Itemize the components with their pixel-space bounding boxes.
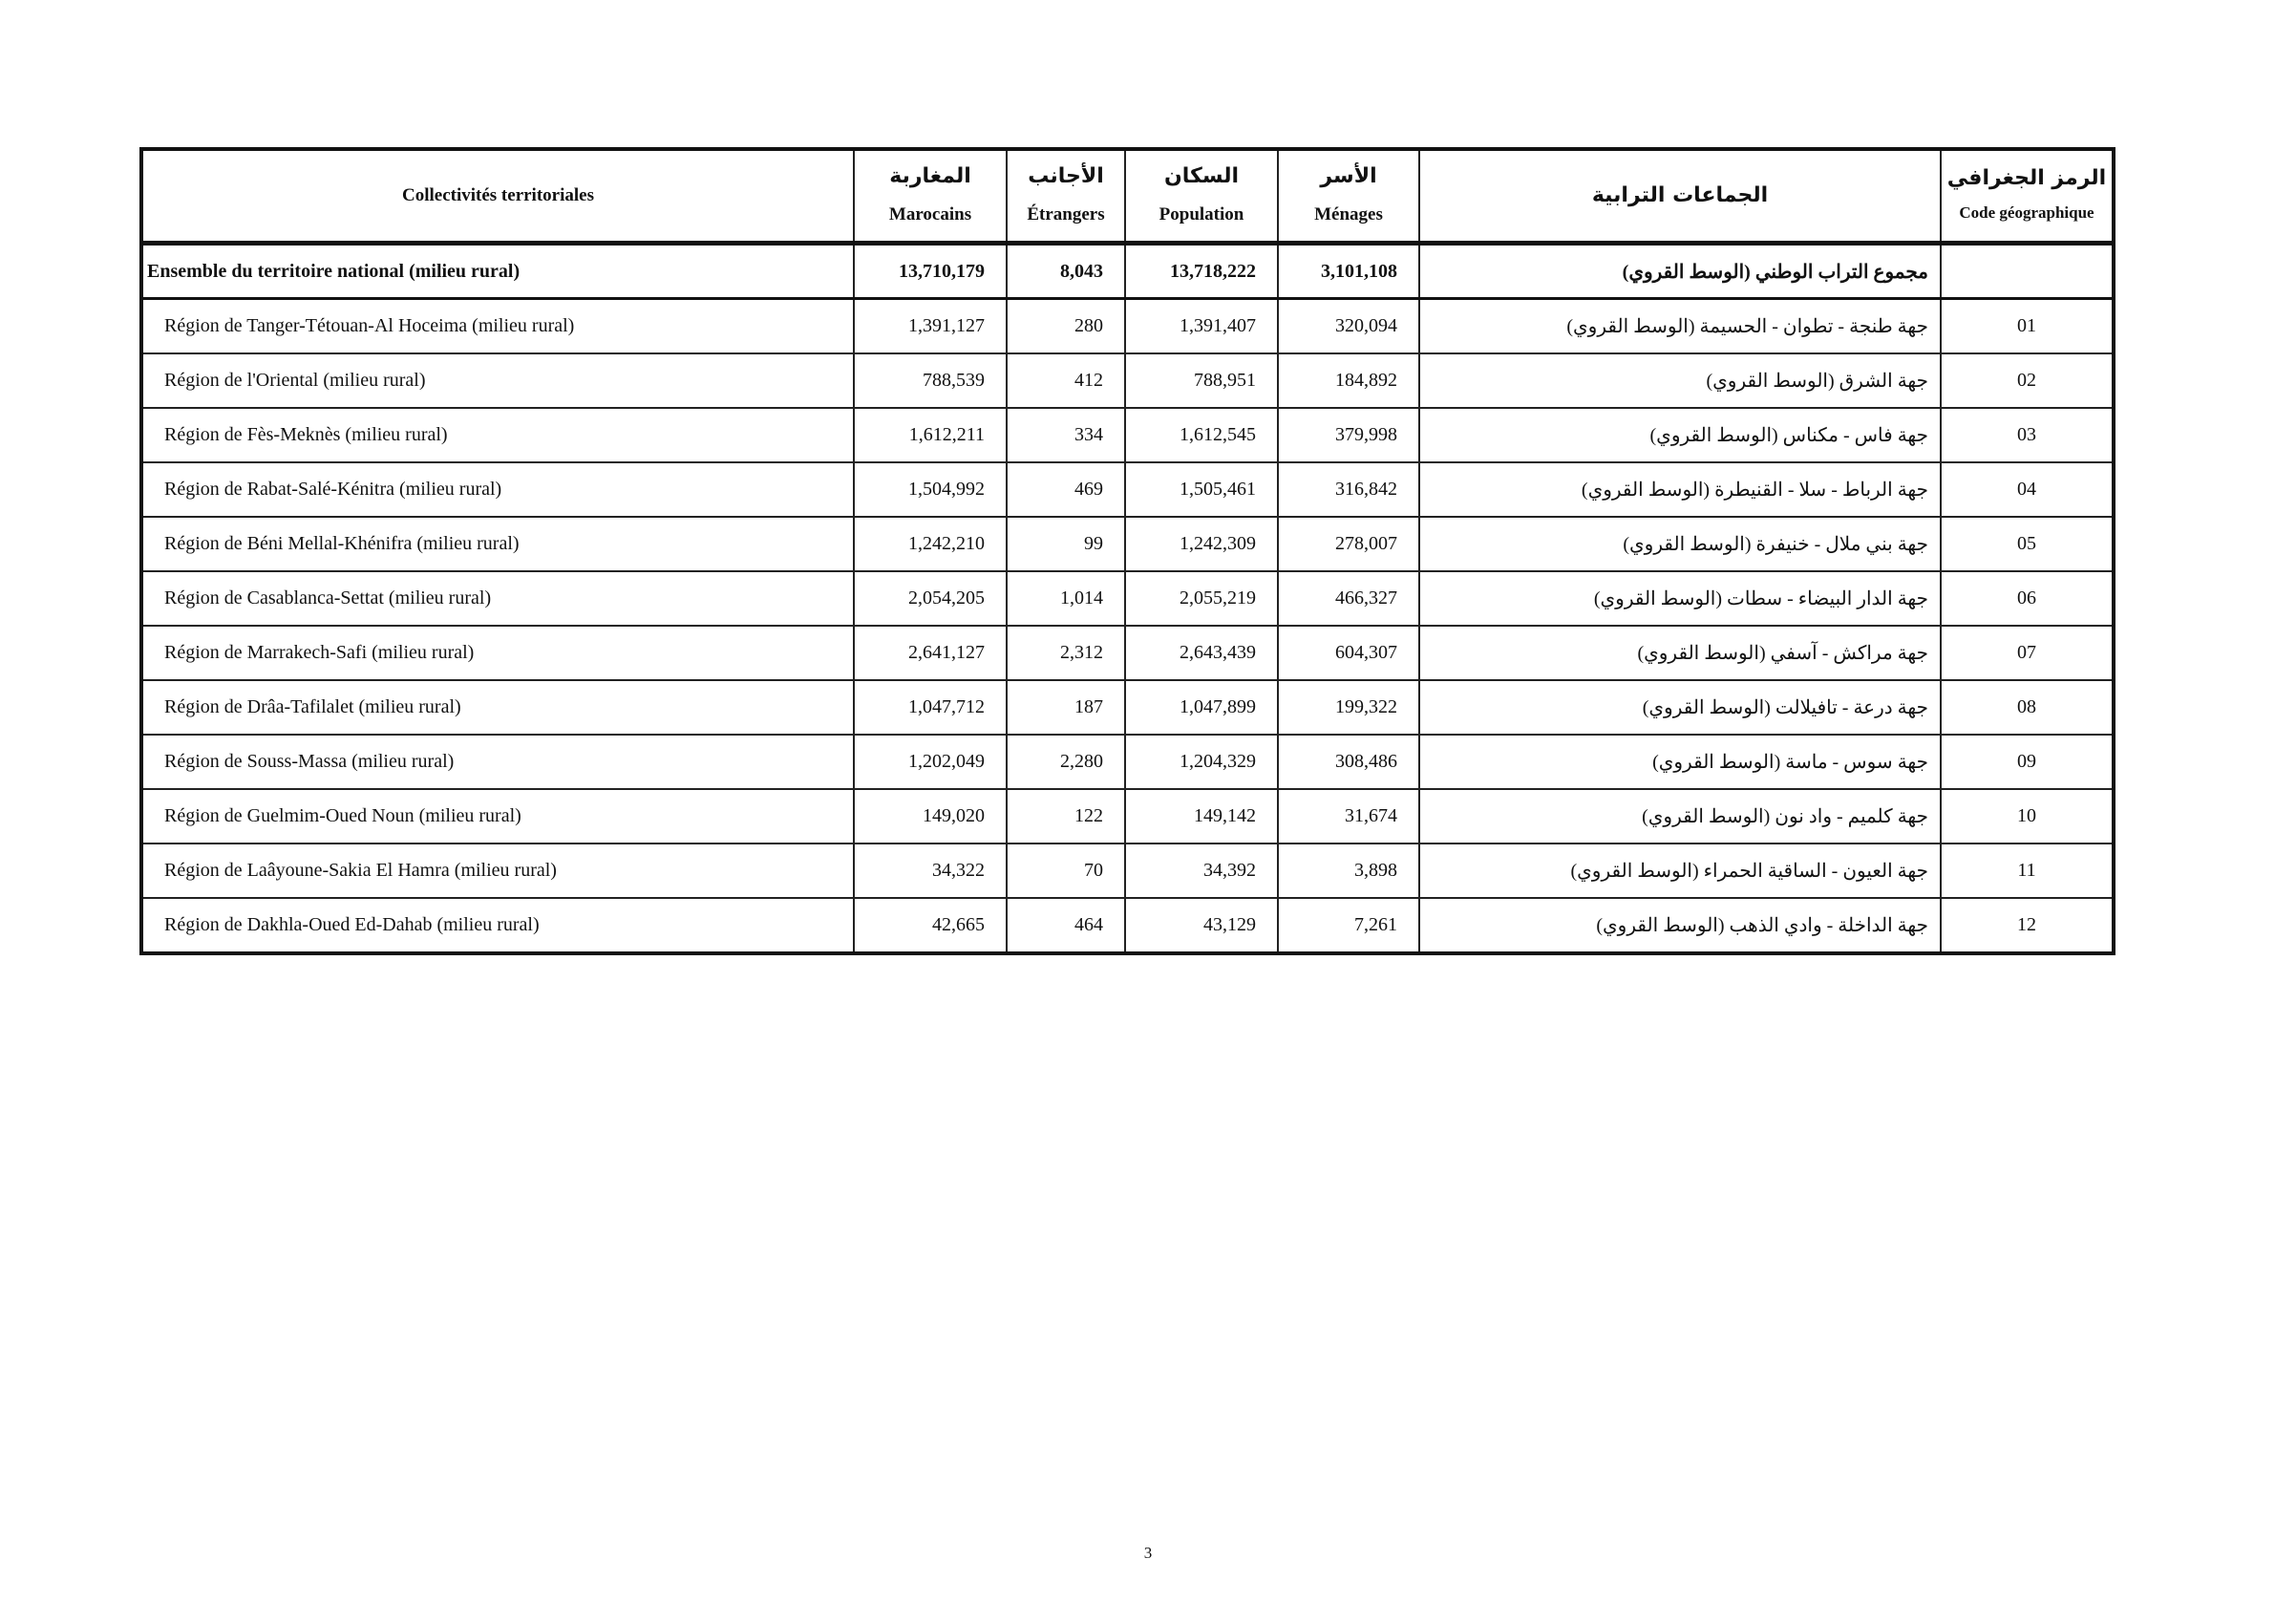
region-etrangers: 2,280 <box>1007 735 1125 789</box>
region-etrangers: 464 <box>1007 898 1125 953</box>
region-code: 03 <box>1941 408 2114 462</box>
header-marocains-ar: المغاربة <box>889 164 971 188</box>
header-jamaat <box>1419 149 1941 244</box>
region-name-fr: Région de Laâyoune-Sakia El Hamra (milieu rural) <box>141 844 854 898</box>
region-menages: 3,898 <box>1278 844 1419 898</box>
region-population: 2,643,439 <box>1125 626 1278 680</box>
region-population: 1,612,545 <box>1125 408 1278 462</box>
region-name-ar: جهة الدار البيضاء - سطات (الوسط القروي) <box>1419 571 1941 626</box>
region-name-fr: Région de l'Oriental (milieu rural) <box>141 353 854 408</box>
total-etrangers: 8,043 <box>1007 244 1125 299</box>
total-name-ar: مجموع التراب الوطني (الوسط القروي) <box>1419 244 1941 299</box>
region-marocains: 149,020 <box>854 789 1007 844</box>
region-etrangers: 70 <box>1007 844 1125 898</box>
region-marocains: 1,242,210 <box>854 517 1007 571</box>
header-etrangers-ar: الأجانب <box>1028 164 1104 188</box>
region-code: 06 <box>1941 571 2114 626</box>
region-name-ar: جهة العيون - الساقية الحمراء (الوسط القروي) <box>1419 844 1941 898</box>
region-menages: 184,892 <box>1278 353 1419 408</box>
region-code: 11 <box>1941 844 2114 898</box>
region-name-fr: Région de Drâa-Tafilalet (milieu rural) <box>141 680 854 735</box>
region-population: 788,951 <box>1125 353 1278 408</box>
region-etrangers: 122 <box>1007 789 1125 844</box>
region-menages: 278,007 <box>1278 517 1419 571</box>
region-population: 1,505,461 <box>1125 462 1278 517</box>
region-code: 08 <box>1941 680 2114 735</box>
header-jamaat-ar: الجماعات الترابية <box>1591 183 1769 207</box>
region-population: 1,047,899 <box>1125 680 1278 735</box>
region-population: 43,129 <box>1125 898 1278 953</box>
region-name-fr: Région de Guelmim-Oued Noun (milieu rural) <box>141 789 854 844</box>
region-menages: 316,842 <box>1278 462 1419 517</box>
table-row <box>141 408 2114 462</box>
table-row <box>141 680 2114 735</box>
header-menages-fr: Ménages <box>1314 204 1383 224</box>
region-marocains: 34,322 <box>854 844 1007 898</box>
region-etrangers: 187 <box>1007 680 1125 735</box>
region-menages: 466,327 <box>1278 571 1419 626</box>
header-code-ar: الرمز الجغرافي <box>1946 166 2107 190</box>
region-code: 02 <box>1941 353 2114 408</box>
region-etrangers: 1,014 <box>1007 571 1125 626</box>
header-marocains-fr: Marocains <box>888 204 972 224</box>
table-row <box>141 299 2114 354</box>
region-name-fr: Région de Souss-Massa (milieu rural) <box>141 735 854 789</box>
region-etrangers: 412 <box>1007 353 1125 408</box>
region-marocains: 2,054,205 <box>854 571 1007 626</box>
region-etrangers: 469 <box>1007 462 1125 517</box>
header-collectivites: Collectivités territoriales <box>141 149 854 244</box>
region-menages: 7,261 <box>1278 898 1419 953</box>
table-row <box>141 571 2114 626</box>
table-body <box>141 244 2114 954</box>
header-menages-ar: الأسر <box>1320 164 1377 188</box>
region-code: 05 <box>1941 517 2114 571</box>
header-etrangers <box>1007 149 1125 244</box>
region-name-ar: جهة الشرق (الوسط القروي) <box>1419 353 1941 408</box>
region-code: 07 <box>1941 626 2114 680</box>
region-code: 09 <box>1941 735 2114 789</box>
region-marocains: 1,202,049 <box>854 735 1007 789</box>
region-marocains: 1,391,127 <box>854 299 1007 354</box>
header-etrangers-fr: Étrangers <box>1027 204 1105 224</box>
region-etrangers: 334 <box>1007 408 1125 462</box>
region-etrangers: 99 <box>1007 517 1125 571</box>
table-row <box>141 789 2114 844</box>
region-name-ar: جهة الرباط - سلا - القنيطرة (الوسط القروي) <box>1419 462 1941 517</box>
region-etrangers: 280 <box>1007 299 1125 354</box>
region-name-fr: Région de Tanger-Tétouan-Al Hoceima (milieu rural) <box>141 299 854 354</box>
header-code <box>1941 149 2114 244</box>
region-etrangers: 2,312 <box>1007 626 1125 680</box>
region-menages: 199,322 <box>1278 680 1419 735</box>
table-row <box>141 517 2114 571</box>
region-name-ar: جهة طنجة - تطوان - الحسيمة (الوسط القروي) <box>1419 299 1941 354</box>
page-number: 3 <box>1143 1544 1153 1562</box>
header-population-fr: Population <box>1159 204 1244 224</box>
region-marocains: 1,504,992 <box>854 462 1007 517</box>
region-code: 12 <box>1941 898 2114 953</box>
region-name-ar: جهة فاس - مكناس (الوسط القروي) <box>1419 408 1941 462</box>
table-row <box>141 353 2114 408</box>
region-name-ar: جهة درعة - تافيلالت (الوسط القروي) <box>1419 680 1941 735</box>
table-row <box>141 626 2114 680</box>
region-name-ar: جهة كلميم - واد نون (الوسط القروي) <box>1419 789 1941 844</box>
table-row <box>141 898 2114 953</box>
total-population: 13,718,222 <box>1125 244 1278 299</box>
region-marocains: 2,641,127 <box>854 626 1007 680</box>
region-marocains: 1,047,712 <box>854 680 1007 735</box>
header-code-fr: Code géographique <box>1959 203 2094 222</box>
total-code <box>1941 244 2114 299</box>
header-row <box>141 149 2114 244</box>
region-name-ar: جهة الداخلة - وادي الذهب (الوسط القروي) <box>1419 898 1941 953</box>
region-code: 01 <box>1941 299 2114 354</box>
region-marocains: 788,539 <box>854 353 1007 408</box>
total-marocains: 13,710,179 <box>854 244 1007 299</box>
region-marocains: 1,612,211 <box>854 408 1007 462</box>
region-population: 1,204,329 <box>1125 735 1278 789</box>
region-population: 1,242,309 <box>1125 517 1278 571</box>
region-marocains: 42,665 <box>854 898 1007 953</box>
region-name-fr: Région de Casablanca-Settat (milieu rural) <box>141 571 854 626</box>
region-population: 1,391,407 <box>1125 299 1278 354</box>
table-row <box>141 844 2114 898</box>
header-menages <box>1278 149 1419 244</box>
total-menages: 3,101,108 <box>1278 244 1419 299</box>
table-row <box>141 462 2114 517</box>
region-name-fr: Région de Béni Mellal-Khénifra (milieu rural) <box>141 517 854 571</box>
header-marocains <box>854 149 1007 244</box>
region-name-fr: Région de Dakhla-Oued Ed-Dahab (milieu rural) <box>141 898 854 953</box>
region-name-ar: جهة بني ملال - خنيفرة (الوسط القروي) <box>1419 517 1941 571</box>
total-name-fr: Ensemble du territoire national (milieu rural) <box>141 244 854 299</box>
region-menages: 308,486 <box>1278 735 1419 789</box>
region-name-fr: Région de Fès-Meknès (milieu rural) <box>141 408 854 462</box>
region-menages: 320,094 <box>1278 299 1419 354</box>
region-population: 149,142 <box>1125 789 1278 844</box>
region-name-fr: Région de Marrakech-Safi (milieu rural) <box>141 626 854 680</box>
population-table <box>139 147 2115 955</box>
region-code: 10 <box>1941 789 2114 844</box>
region-name-fr: Région de Rabat-Salé-Kénitra (milieu rural) <box>141 462 854 517</box>
region-menages: 31,674 <box>1278 789 1419 844</box>
table-row <box>141 735 2114 789</box>
region-name-ar: جهة سوس - ماسة (الوسط القروي) <box>1419 735 1941 789</box>
region-menages: 604,307 <box>1278 626 1419 680</box>
region-name-ar: جهة مراكش - آسفي (الوسط القروي) <box>1419 626 1941 680</box>
region-population: 2,055,219 <box>1125 571 1278 626</box>
region-population: 34,392 <box>1125 844 1278 898</box>
header-population-ar: السكان <box>1163 164 1240 188</box>
region-menages: 379,998 <box>1278 408 1419 462</box>
region-code: 04 <box>1941 462 2114 517</box>
total-row <box>141 244 2114 299</box>
header-population <box>1125 149 1278 244</box>
